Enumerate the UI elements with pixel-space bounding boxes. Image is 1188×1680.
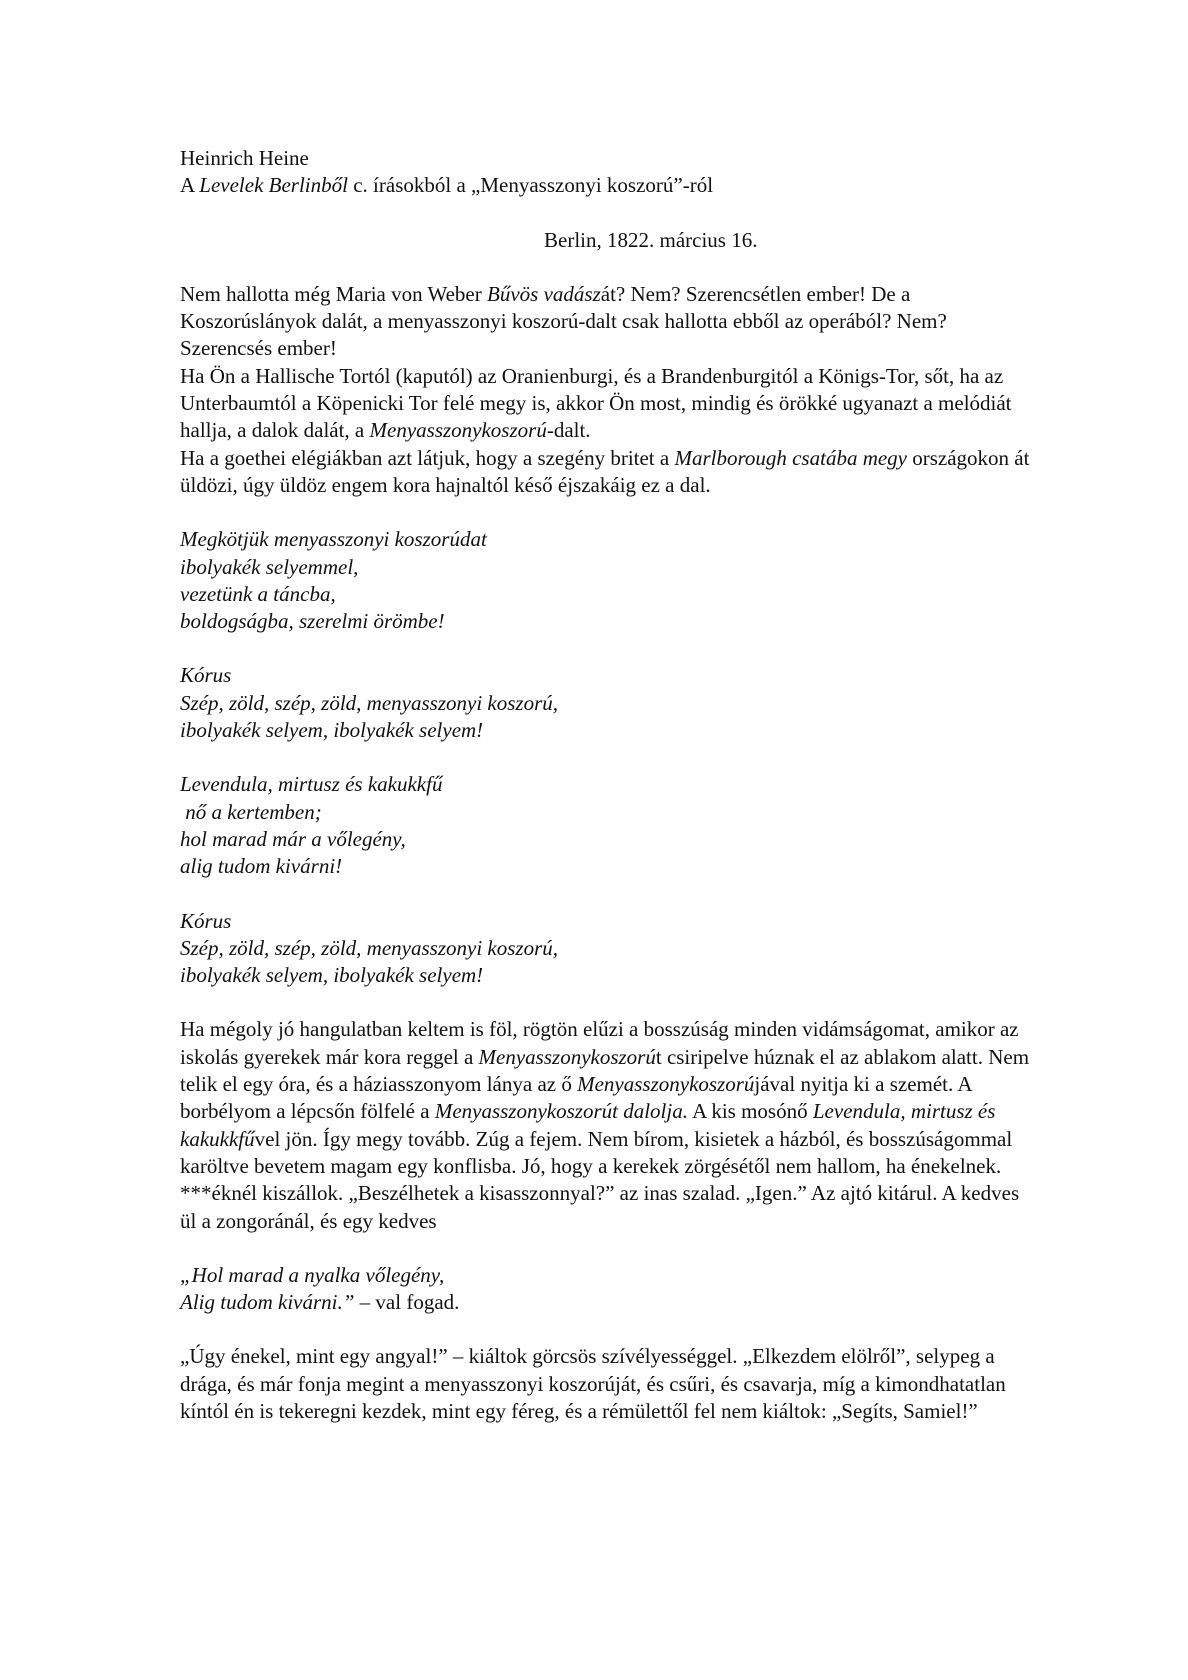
subtitle-prefix: A xyxy=(180,173,200,198)
quote-line-2-italic: Alig tudom kivárni.” xyxy=(180,1290,355,1315)
paragraph-1-text-b: át? Nem? Szerencsétlen ember! De a Koszorúslányok dalát, a menyasszonyi koszorú-dalt csak hallotta ebből az operából? Nem? Szerencsés ember! xyxy=(180,281,947,361)
quote-line-2-text: – val fogad. xyxy=(354,1290,460,1315)
chorus-line: Szép, zöld, szép, zöld, menyasszonyi koszorú, xyxy=(180,935,558,960)
quote-line-2 xyxy=(180,1289,1040,1316)
paragraph-3-text-b: országokon át üldözi, úgy üldöz engem kora hajnaltól késő éjszakáig ez a dal. xyxy=(180,445,1030,497)
song-title: Menyasszonykoszorú xyxy=(369,418,547,443)
subtitle-suffix: c. írásokból a „Menyasszonyi koszorú”-ról xyxy=(347,173,714,198)
paragraph-2-text-a: Ha Ön a Hallische Tortól (kaputól) az Oranienburgi, és a Brandenburgitól a Königs-Tor, sőt, ha az Unterbaumtól a Köpenicki Tor felé megy is, akkor Ön most, mindig és örökké ugyanazt a melódiát hallja, a dalok dalát, a xyxy=(180,363,1012,443)
chorus-2 xyxy=(180,908,1040,990)
song-line-title: Levendula, mirtusz és kakukkfű xyxy=(180,1099,996,1151)
verse-1 xyxy=(180,526,1040,635)
chorus-line: Szép, zöld, szép, zöld, menyasszonyi koszorú, xyxy=(180,690,558,715)
letter-dateline: Berlin, 1822. március 16. xyxy=(544,227,758,252)
paragraph-4-text: jával nyitja ki a szemét. A borbélyom a lépcsőn fölfelé a xyxy=(180,1072,972,1124)
opera-title: Bűvös vadász xyxy=(487,281,601,306)
paragraph-3 xyxy=(180,445,1040,500)
paragraph-4-text: t csiripelve húznak el az ablakom alatt. Nem telik el egy óra, és a háziasszonyom lánya az ő xyxy=(180,1044,1030,1097)
paragraph-5: „Úgy énekel, mint egy angyal!” – kiáltok görcsös szívélyességgel. „Elkezdem elölről”, selypeg a drága, és már fonja megint a menyasszonyi koszorúját, és csűri, és csavarja, míg a kimondhatatlan kíntól én is tekeregni kezdek, mint egy féreg, és a rémülettől fel nem kiáltok: „Segíts, Samiel!” xyxy=(180,1344,1006,1423)
verse-line: vezetünk a táncba, xyxy=(180,581,336,606)
author-name: Heinrich Heine xyxy=(180,146,309,170)
paragraph-1-text-a: Nem hallotta még Maria von Weber xyxy=(180,281,487,306)
quoted-lines xyxy=(180,1262,1040,1317)
verse-line: nő a kertemben; xyxy=(180,799,322,824)
paragraph-4-text: A kis mosónő xyxy=(687,1099,813,1124)
chorus-heading: Kórus xyxy=(180,908,232,933)
verse-line: ibolyakék selyemmel, xyxy=(180,554,359,579)
verse-line: alig tudom kivárni! xyxy=(180,854,343,879)
verse-line: Levendula, mirtusz és kakukkfű xyxy=(180,772,443,797)
paragraph-4-text: vel jön. Így megy tovább. Zúg a fejem. Nem bírom, kisietek a házból, és bosszúságommal karöltve bevetem magam egy konflisba. Jó, hogy a kerekek zörgésétől nem hallom, ha énekelnek. ***éknél kiszállok. „Beszélhetek a kisasszonnyal?” az inas szalad. „Igen.” Az ajtó kitárul. A kedves ül a zongoránál, és egy kedves xyxy=(180,1126,1020,1233)
marlborough-title: Marlborough csatába megy xyxy=(674,445,907,470)
verse-line: hol marad már a vőlegény, xyxy=(180,826,406,851)
quote-line-1: „Hol marad a nyalka vőlegény, xyxy=(180,1262,445,1287)
song-title: Menyasszonykoszorú xyxy=(478,1044,656,1069)
verse-2 xyxy=(180,771,1040,880)
verse-line: boldogságba, szerelmi örömbe! xyxy=(180,609,445,634)
paragraph-2 xyxy=(180,363,1040,445)
chorus-1 xyxy=(180,662,1040,744)
paragraph-4 xyxy=(180,1016,1040,1234)
document-page xyxy=(180,145,1040,1425)
song-title: Menyasszonykoszorút dalolja. xyxy=(434,1099,688,1124)
chorus-heading: Kórus xyxy=(180,663,232,688)
subtitle-work-title: Levelek Berlinből xyxy=(199,173,348,198)
paragraph-1 xyxy=(180,281,1040,363)
paragraph-3-text-a: Ha a goethei elégiákban azt látjuk, hogy a szegény britet a xyxy=(180,445,675,470)
paragraph-2-text-b: -dalt. xyxy=(546,418,591,443)
paragraph-4-text: Ha mégoly jó hangulatban keltem is föl, rögtön elűzi a bosszúság minden vidámságomat, amikor az iskolás gyerekek már kora reggel a xyxy=(180,1017,1019,1069)
chorus-line: ibolyakék selyem, ibolyakék selyem! xyxy=(180,718,484,743)
chorus-line: ibolyakék selyem, ibolyakék selyem! xyxy=(180,963,484,988)
verse-line: Megkötjük menyasszonyi koszorúdat xyxy=(180,527,487,552)
song-title: Menyasszonykoszorú xyxy=(577,1072,755,1097)
document-subtitle xyxy=(180,172,1040,199)
